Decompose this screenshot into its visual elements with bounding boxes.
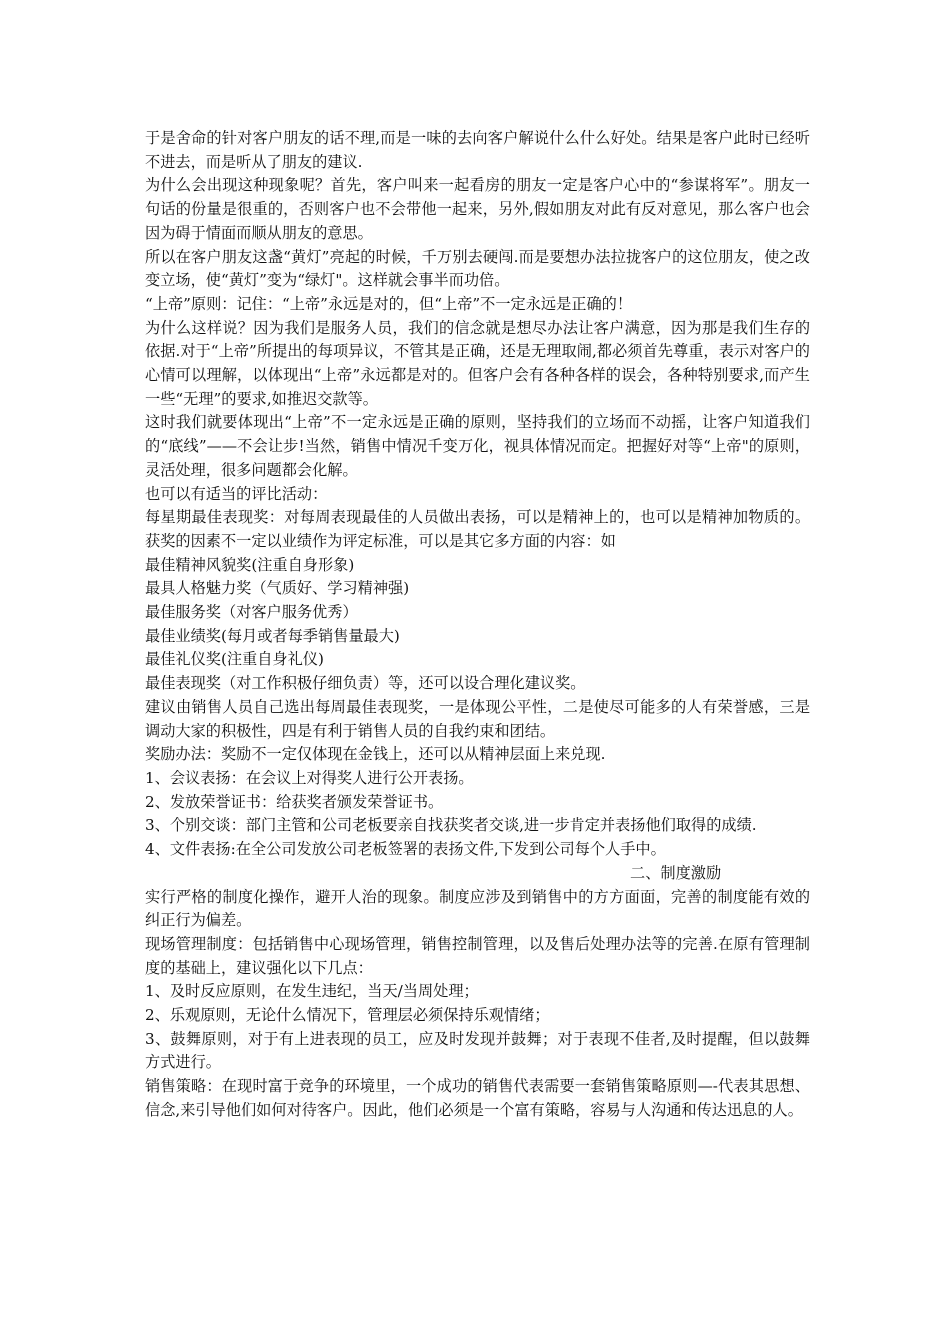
list-item: 最佳精神风貌奖(注重自身形象)	[145, 555, 355, 574]
list-item: 最佳礼仪奖(注重自身礼仪)	[145, 650, 324, 669]
paragraph: 建议由销售人员自己选出每周最佳表现奖，一是体现公平性，二是使尽可能多的人有荣誉感，三是调动大家的积极性，四是有利于销售人员的自我约束和团结。	[145, 697, 810, 740]
list-item: 最佳表现奖（对工作积极仔细负责）等，还可以设合理化建议奖。	[145, 674, 586, 693]
list-item: 4、文件表扬:在全公司发放公司老板签署的表扬文件,下发到公司每个人手中。	[145, 840, 666, 859]
list-item: 3、个别交谈：部门主管和公司老板要亲自找获奖者交谈,进一步肯定并表扬他们取得的成绩.	[145, 816, 757, 835]
section-heading: 二、制度激励	[630, 863, 722, 882]
paragraph: 现场管理制度：包括销售中心现场管理，销售控制管理，以及售后处理办法等的完善.在原有管理制度的基础上，建议强化以下几点：	[145, 934, 810, 977]
paragraph: 每星期最佳表现奖：对每周表现最佳的人员做出表扬，可以是精神上的，也可以是精神加物质的。获奖的因素不一定以业绩作为评定标准，可以是其它多方面的内容：如	[145, 508, 810, 550]
paragraph: 为什么会出现这种现象呢？首先，客户叫来一起看房的朋友一定是客户心中的“参谋将军”。朋友一句话的份量是很重的，否则客户也不会带他一起来，另外,假如朋友对此有反对意见，那么客户也会因为碍于情面而顺从朋友的意思。	[145, 176, 810, 242]
list-item: 最佳服务奖（对客户服务优秀）	[145, 603, 358, 622]
list-item: 最具人格魅力奖（气质好、学习精神强)	[145, 579, 410, 598]
list-item: 1、及时反应原则，在发生违纪，当天/当周处理；	[145, 982, 479, 1001]
document-page	[145, 127, 810, 1123]
paragraph: 所以在客户朋友这盏“黄灯”亮起的时候，千万别去硬闯.而是要想办法拉拢客户的这位朋友，使之改变立场，使“黄灯”变为“绿灯"。这样就会事半而功倍。	[145, 247, 810, 290]
paragraph: 于是舍命的针对客户朋友的话不理,而是一味的去向客户解说什么什么好处。结果是客户此时已经听不进去，而是听从了朋友的建议.	[145, 129, 810, 171]
paragraph: “上帝”原则：记住：“上帝”永远是对的，但“上帝”不一定永远是正确的！	[145, 294, 633, 313]
list-item: 最佳业绩奖(每月或者每季销售量最大)	[145, 626, 400, 645]
paragraph: 为什么这样说？因为我们是服务人员，我们的信念就是想尽办法让客户满意，因为那是我们生存的依据.对于“上帝”所提出的每项异议，不管其是正确，还是无理取闹,都必须首先尊重，表示对客户的心情可以理解，以体现出“上帝”永远都是对的。但客户会有各种各样的误会，各种特别要求,而产生一些“无理”的要求,如推迟交款等。	[145, 318, 810, 408]
paragraph: 也可以有适当的评比活动：	[145, 484, 328, 503]
list-item: 3、鼓舞原则，对于有上进表现的员工，应及时发现并鼓舞；对于表现不佳者,及时提醒，但以鼓舞方式进行。	[145, 1029, 810, 1072]
list-item: 2、乐观原则，无论什么情况下，管理层必须保持乐观情绪；	[145, 1006, 550, 1025]
list-item: 2、发放荣誉证书：给获奖者颁发荣誉证书。	[145, 792, 444, 811]
list-item: 1、会议表扬：在会议上对得奖人进行公开表扬。	[145, 768, 474, 787]
paragraph: 实行严格的制度化操作，避开人治的现象。制度应涉及到销售中的方方面面，完善的制度能有效的纠正行为偏差。	[145, 887, 810, 930]
paragraph: 销售策略：在现时富于竞争的环境里，一个成功的销售代表需要一套销售策略原则—-代表其思想、信念,来引导他们如何对待客户。因此，他们必须是一个富有策略，容易与人沟通和传达迅息的人。	[145, 1077, 810, 1119]
paragraph: 奖励办法：奖励不一定仅体现在金钱上，还可以从精神层面上来兑现.	[145, 745, 606, 764]
paragraph: 这时我们就要体现出“上帝”不一定永远是正确的原则，坚持我们的立场而不动摇，让客户知道我们的“底线”——不会让步!当然，销售中情况千变万化，视具体情况而定。把握好对等“上帝"的原则，灵活处理，很多问题都会化解。	[145, 413, 810, 479]
